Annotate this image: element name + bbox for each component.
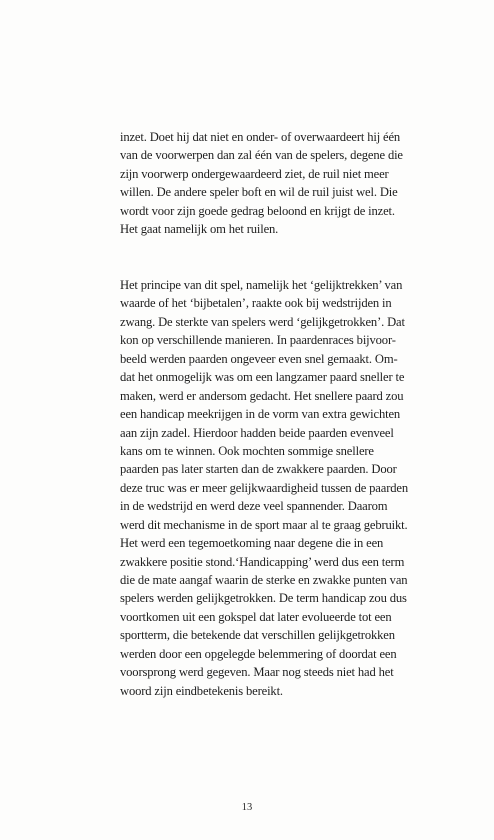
- text-line: werd dit mechanisme in de sport maar al te graag gebruikt.: [120, 517, 408, 532]
- text-line: willen. De andere speler boft en wil de ruil juist wel. Die: [120, 185, 398, 200]
- text-line: kans om te winnen. Ook mochten sommige snellere: [120, 443, 374, 458]
- text-line: die de mate aangaf waarin de sterke en zwakke punten van: [120, 573, 408, 587]
- text-line: een handicap meekrijgen in de vorm van extra gewichten: [120, 407, 401, 422]
- text-line: dat het onmogelijk was om een langzamer paard sneller te: [120, 370, 405, 385]
- text-line: deze truc was er meer gelijkwaardigheid tussen de paarden: [120, 480, 408, 495]
- page-number: 13: [241, 802, 253, 813]
- text-line: waarde of het ‘bijbetalen’, raakte ook bij wedstrijden in: [120, 296, 392, 311]
- text-line: maken, werd er andersom gedacht. Het snellere paard zou: [120, 388, 404, 403]
- text-line: zijn voorwerp ondergewaardeerd ziet, de ruil niet meer: [120, 166, 389, 181]
- text-line: in de wedstrijd en werd deze veel spannender. Daarom: [120, 499, 388, 514]
- text-line: paarden pas later starten dan de zwakkere paarden. Door: [120, 462, 397, 477]
- paragraph-1: [120, 128, 403, 239]
- text-line: sportterm, die betekende dat verschillen gelijkgetrokken: [120, 628, 395, 643]
- text-line: spelers werden gelijkgetrokken. De term handicap zou dus: [120, 591, 407, 606]
- text-line: voorsprong werd gegeven. Maar nog steeds niet had het: [120, 665, 394, 680]
- text-line: Het gaat namelijk om het ruilen.: [120, 222, 279, 237]
- text-line: voortkomen uit een gokspel dat later evolueerde tot een: [120, 609, 392, 624]
- text-line: wordt voor zijn goede gedrag beloond en krijgt de inzet.: [120, 203, 395, 218]
- text-line: Het principe van dit spel, namelijk het ‘gelijktrekken’ van: [120, 278, 403, 292]
- text-line: woord zijn eindbetekenis bereikt.: [120, 683, 283, 698]
- text-line: beeld werden paarden ongeveer even snel gemaakt. Om-: [120, 351, 398, 366]
- text-line: zwang. De sterkte van spelers werd ‘gelijkgetrokken’. Dat: [120, 314, 405, 329]
- text-line: Het werd een tegemoetkoming naar degene die in een: [120, 536, 384, 551]
- paragraph-2: [120, 276, 408, 700]
- text-line: aan zijn zadel. Hierdoor hadden beide paarden evenveel: [120, 425, 394, 440]
- text-line: werden door een opgelegde belemmering of doordat een: [120, 646, 397, 661]
- text-line: kon op verschillende manieren. In paardenraces bijvoor-: [120, 333, 396, 348]
- text-line: van de voorwerpen dan zal één van de spelers, degene die: [120, 148, 403, 163]
- text-line: zwakkere positie stond.‘Handicapping’ werd dus een term: [120, 554, 405, 569]
- text-line: inzet. Doet hij dat niet en onder- of overwaardeert hij één: [120, 130, 401, 144]
